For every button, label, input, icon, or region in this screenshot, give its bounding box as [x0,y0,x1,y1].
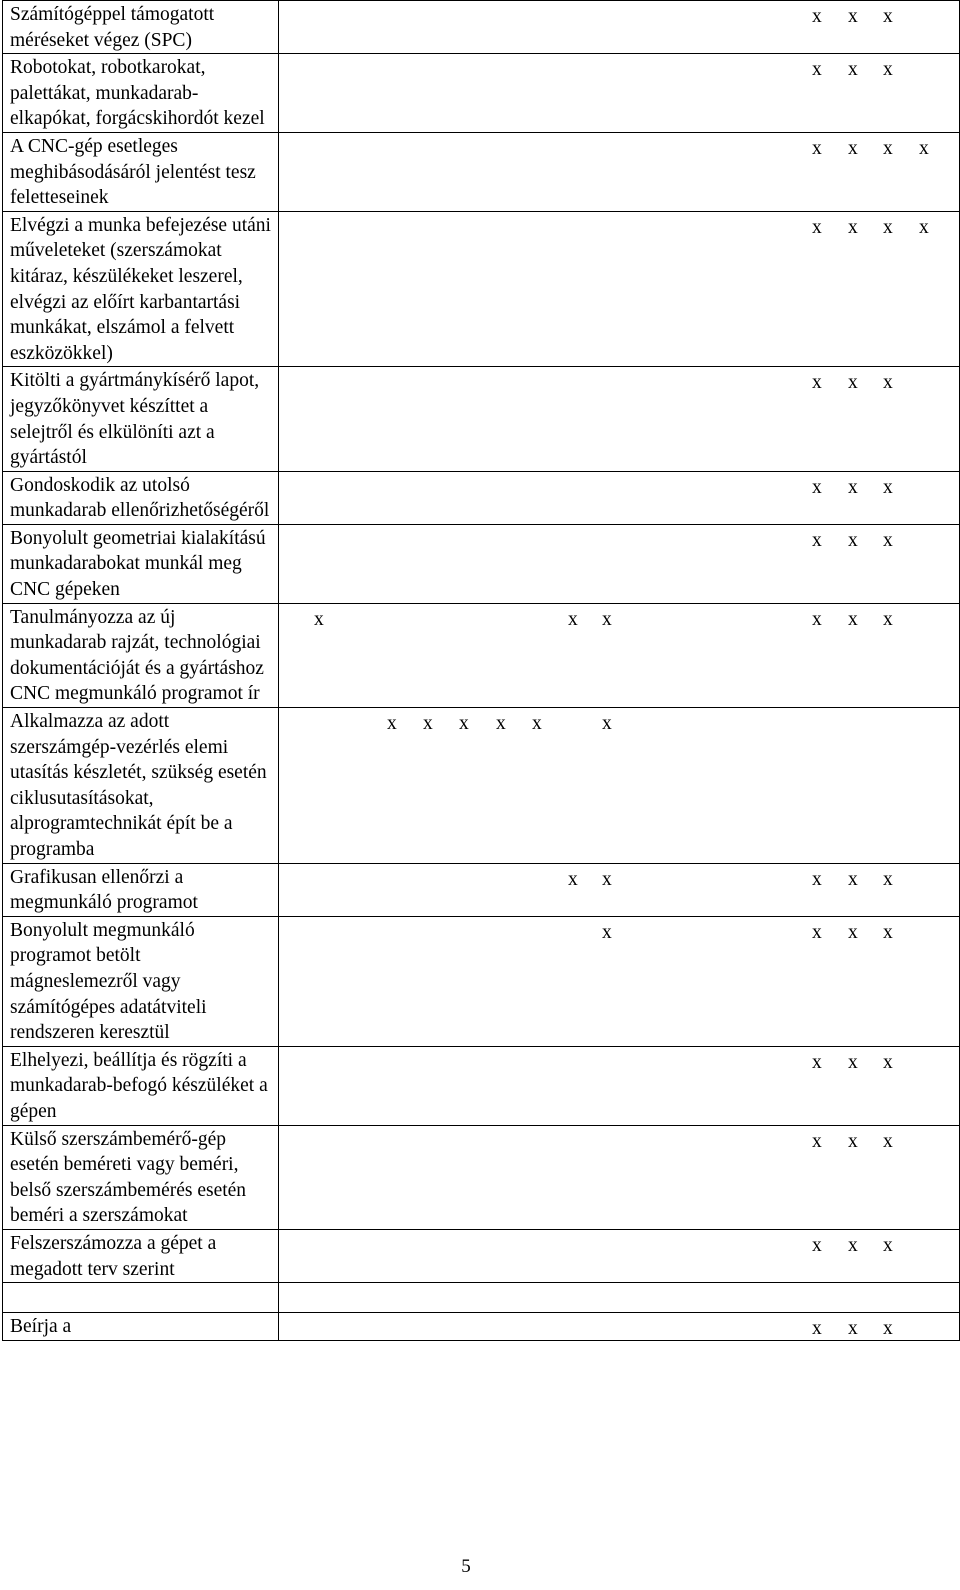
x-mark: x [848,608,858,630]
marks-cell [279,471,960,524]
x-mark: x [812,921,822,943]
x-mark: x [812,137,822,159]
x-mark: x [883,608,893,630]
table-row [3,471,960,524]
matrix-body [3,1,960,1341]
table-row [3,211,960,367]
x-mark: x [812,1051,822,1073]
x-mark: x [848,1130,858,1152]
x-mark: x [848,1318,858,1340]
competency-matrix-table [2,0,960,1341]
x-mark: x [848,529,858,551]
x-mark: x [812,608,822,630]
marks-cell [279,603,960,707]
x-mark: x [883,476,893,498]
table-row [3,1,960,54]
marks-cell [279,1283,960,1313]
x-mark: x [848,1051,858,1073]
table-row [3,603,960,707]
task-cell [3,54,279,133]
task-cell [3,471,279,524]
marks-cell [279,1,960,54]
marks-cell [279,132,960,211]
marks-cell [279,863,960,916]
table-row [3,1046,960,1125]
marks-cell [279,1229,960,1282]
table-row [3,1283,960,1313]
marks-cell [279,1125,960,1229]
x-mark: x [387,713,397,735]
x-mark: x [848,216,858,238]
x-mark: x [883,868,893,890]
document-page [2,0,960,1341]
x-mark: x [848,476,858,498]
x-mark: x [848,6,858,27]
task-cell [3,1283,279,1313]
x-mark: x [812,6,822,27]
table-row [3,1229,960,1282]
x-mark: x [602,868,612,890]
task-text: Külső szerszámbemérő-gép esetén beméreti vagy beméri, belső szerszámbemérés esetén beméri a szerszámokat [10,1128,247,1227]
x-mark: x [883,1130,893,1152]
table-row [3,863,960,916]
task-cell [3,1313,279,1341]
x-mark: x [883,1234,893,1256]
task-text: Beírja a [10,1316,72,1338]
task-cell [3,1046,279,1125]
task-text: Kitölti a gyártmánykísérő lapot, jegyzőkönyvet készíttet a selejtről és elkülöníti azt a gyártástól [10,370,260,469]
x-mark: x [883,529,893,551]
x-mark: x [812,1234,822,1256]
x-mark: x [883,372,893,394]
table-row [3,1125,960,1229]
x-mark: x [459,713,469,735]
task-cell [3,863,279,916]
task-text: Bonyolult megmunkáló programot betölt mágneslemezről vagy számítógépes adatátviteli rendszeren keresztül [10,919,207,1044]
table-row [3,524,960,603]
task-cell [3,1125,279,1229]
x-mark: x [883,6,893,27]
x-mark: x [848,59,858,81]
x-mark: x [812,372,822,394]
x-mark: x [883,216,893,238]
task-text: Grafikusan ellenőrzi a megmunkáló programot [10,866,198,914]
x-mark: x [883,137,893,159]
task-text: Elvégzi a munka befejezése utáni műveleteket (szerszámokat kitáraz, készülékeket leszerel, elvégzi az előírt karbantartási munkákat, elszámol a felvett eszközökkel) [10,214,271,364]
x-mark: x [812,59,822,81]
marks-cell [279,1313,960,1341]
x-mark: x [848,137,858,159]
x-mark: x [812,529,822,551]
page-number: 5 [461,1556,471,1577]
task-cell [3,1,279,54]
marks-cell [279,916,960,1046]
x-mark: x [812,1318,822,1340]
x-mark: x [919,137,929,159]
table-row [3,54,960,133]
task-text: Tanulmányozza az új munkadarab rajzát, technológiai dokumentációját és a gyártáshoz CNC megmunkáló programot ír [10,606,264,705]
x-mark: x [568,608,578,630]
task-text: Robotokat, robotkarokat, palettákat, munkadarab-elkapókat, forgácskihordót kezel [10,57,265,130]
marks-cell [279,54,960,133]
task-text: Gondoskodik az utolsó munkadarab ellenőrizhetőségéről [10,474,270,522]
x-mark: x [848,921,858,943]
task-cell [3,524,279,603]
task-cell [3,367,279,471]
task-text: Bonyolult geometriai kialakítású munkadarabokat munkál meg CNC gépeken [10,527,266,601]
x-mark: x [883,59,893,81]
task-text: Számítógéppel támogatott méréseket végez (SPC) [10,4,215,51]
x-mark: x [812,476,822,498]
x-mark: x [314,608,324,630]
marks-cell [279,524,960,603]
x-mark: x [568,868,578,890]
x-mark: x [602,713,612,735]
task-cell [3,132,279,211]
x-mark: x [602,921,612,943]
task-cell [3,211,279,367]
table-row [3,367,960,471]
x-mark: x [532,713,542,735]
task-cell [3,916,279,1046]
x-mark: x [812,216,822,238]
x-mark: x [848,372,858,394]
table-row [3,1313,960,1341]
x-mark: x [812,1130,822,1152]
x-mark: x [883,1051,893,1073]
x-mark: x [848,1234,858,1256]
table-row [3,916,960,1046]
task-cell [3,1229,279,1282]
x-mark: x [848,868,858,890]
marks-cell [279,708,960,864]
x-mark: x [496,713,506,735]
x-mark: x [602,608,612,630]
x-mark: x [883,1318,893,1340]
task-text: Alkalmazza az adott szerszámgép-vezérlés elemi utasítás készletét, szükség esetén ciklusutasításokat, alprogramtechnikát épít be a programba [10,711,267,860]
task-text: Felszerszámozza a gépet a megadott terv szerint [10,1232,217,1280]
x-mark: x [919,216,929,238]
task-cell [3,708,279,864]
table-row [3,708,960,864]
task-cell [3,603,279,707]
task-text: A CNC-gép esetleges meghibásodásáról jelentést tesz feletteseinek [10,135,256,209]
marks-cell [279,211,960,367]
x-mark: x [423,713,433,735]
task-text: Elhelyezi, beállítja és rögzíti a munkadarab-befogó készüléket a gépen [10,1049,268,1122]
x-mark: x [883,921,893,943]
marks-cell [279,1046,960,1125]
table-row [3,132,960,211]
marks-cell [279,367,960,471]
x-mark: x [812,868,822,890]
